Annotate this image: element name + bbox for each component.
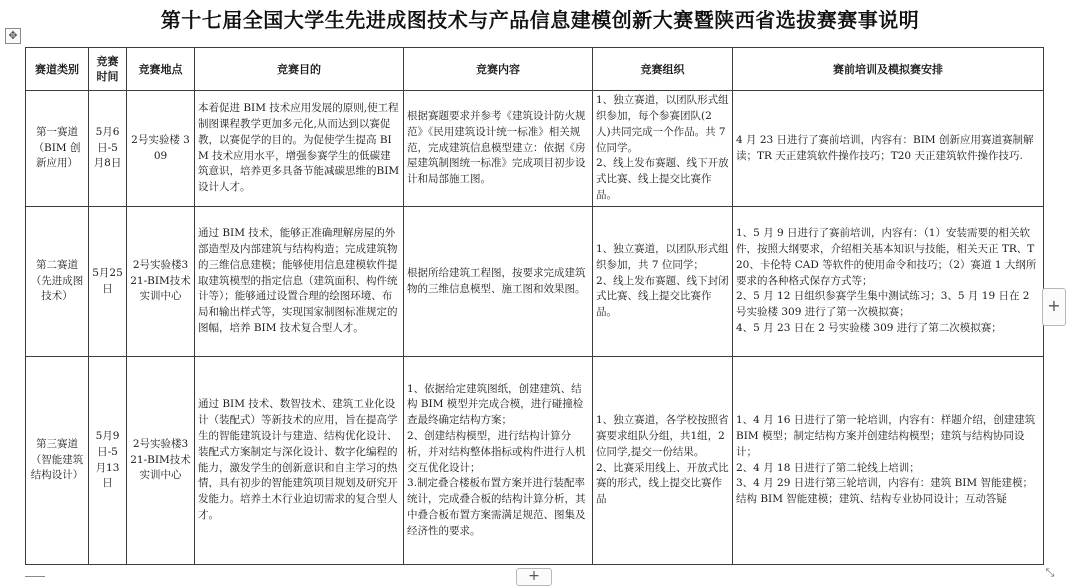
header-time: 竞赛时间 — [89, 48, 127, 91]
table-header-row — [26, 48, 1044, 91]
time-cell[interactable]: 5月6日-5月8日 — [89, 91, 127, 207]
purpose-cell[interactable]: 本着促进 BIM 技术应用发展的原则,使工程制图课程教学更加多元化,从而达到以赛促教，以赛促学的目的。为促使学生提高 BIM 技术应用水平，增强参赛学生的低碳建筑意识，培养更多具备节能减碳思维的BIM 设计人才。 — [195, 91, 404, 207]
header-track: 赛道类别 — [26, 48, 89, 91]
resize-diagonal-icon[interactable]: ⤡ — [1045, 566, 1055, 579]
table-row — [26, 207, 1044, 357]
track-cell[interactable]: 第二赛道（先进成图技术） — [26, 207, 89, 357]
header-venue: 竞赛地点 — [127, 48, 195, 91]
table-row — [26, 91, 1044, 207]
table-row — [26, 357, 1044, 565]
time-cell[interactable]: 5月9日-5月13日 — [89, 357, 127, 565]
content-cell[interactable]: 1、依据给定建筑图纸，创建建筑、结构 BIM 模型并完成合模，进行碰撞检查最终确定结构方案； 2、创建结构模型，进行结构计算分析，并对结构整体指标或构件进行人机交互优化设计； 3.制定叠合楼板布置方案并进行装配率统计，完成叠合板的结构计算分析，其中叠合板布置方案需满足规范、图集及经济性的要求。 — [404, 357, 593, 565]
time-cell[interactable]: 5月25日 — [89, 207, 127, 357]
venue-cell[interactable]: 2号实验楼321-BIM技术实训中心 — [127, 357, 195, 565]
purpose-cell[interactable]: 通过 BIM 技术、数智技术、建筑工业化设计（装配式）等新技术的应用，旨在提高学生的智能建筑设计与建造、结构优化设计、装配式方案制定与深化设计、数字化编程的能力，激发学生的创新意识和自主学习的热情，具有初步的智能建筑项目规划及研究开发能力。培养土木行业迫切需求的复合型人才。 — [195, 357, 404, 565]
training-cell[interactable]: 4 月 23 日进行了赛前培训，内容有：BIM 创新应用赛道赛制解读；TR 天正建筑软件操作技巧；T20 天正建筑软件操作技巧. — [733, 91, 1044, 207]
venue-cell[interactable]: 2号实验楼 309 — [127, 91, 195, 207]
training-cell[interactable]: 1、4 月 16 日进行了第一轮培训，内容有：样题介绍，创建建筑 BIM 模型；制定结构方案并创建结构模型；建筑与结构协同设计； 2、4 月 18 日进行了第二轮线上培训； 3、4 月 29 日进行第三轮培训，内容有：建筑 BIM 智能建模；结构 BIM 智能建模；建筑、结构专业协同设计；互动答疑 — [733, 357, 1044, 565]
plus-icon: + — [528, 568, 540, 584]
plus-icon: + — [1047, 296, 1061, 315]
purpose-cell[interactable]: 通过 BIM 技术，能够正准确理解房屋的外部造型及内部建筑与结构构造；完成建筑物的三维信息建模；能够使用信息建模软件提取建筑模型的指定信息（建筑面积、构件统计等）；能够通过设置合理的绘图环境、布局和输出样式等，实现国家制图标准规定的图幅，培养 BIM 技术复合型人才。 — [195, 207, 404, 357]
header-purpose: 竞赛目的 — [195, 48, 404, 91]
add-row-button[interactable] — [516, 568, 552, 586]
organization-cell[interactable]: 1、独立赛道，以团队形式组织参加，共 7 位同学； 2、线上发布赛题、线下封闭式比赛、线上提交比赛作品。 — [593, 207, 733, 357]
header-training: 赛前培训及模拟赛安排 — [733, 48, 1044, 91]
header-content: 竞赛内容 — [404, 48, 593, 91]
add-column-button[interactable] — [1042, 288, 1066, 326]
track-cell[interactable]: 第三赛道（智能建筑结构设计） — [26, 357, 89, 565]
training-cell[interactable]: 1、5 月 9 日进行了赛前培训，内容有：（1）安装需要的相关软件，按照大纲要求，介绍相关基本知识与技能，相关天正 TR、T20、卡伦特 CAD 等软件的使用命令和技巧；（2）赛道 1 大纲所要求的各种格式保存方式等； 2、5 月 12 日组织参赛学生集中测试练习；3、5 月 19 日在 2 号实验楼 309 进行了第一次模拟赛； 4、5 月 23 日在 2 号实验楼 309 进行了第二次模拟赛； — [733, 207, 1044, 357]
competition-table — [25, 47, 1044, 565]
header-organization: 竞赛组织 — [593, 48, 733, 91]
document-title: 第十七届全国大学生先进成图技术与产品信息建模创新大赛暨陕西省选拔赛赛事说明 — [160, 8, 920, 32]
content-cell[interactable]: 根据所给建筑工程图，按要求完成建筑物的三维信息模型、施工图和效果图。 — [404, 207, 593, 357]
venue-cell[interactable]: 2号实验楼321-BIM技术实训中心 — [127, 207, 195, 357]
track-cell[interactable]: 第一赛道（BIM 创新应用） — [26, 91, 89, 207]
organization-cell[interactable]: 1、独立赛道，各学校按照省赛要求组队分组，共1组，2 位同学,提交一份结果。 2、比赛采用线上、开放式比赛的形式，线上提交比赛作品 — [593, 357, 733, 565]
organization-cell[interactable]: 1、独立赛道，以团队形式组织参加，每个参赛团队(2 人)共同完成一个作品。共 7 位同学。 2、线上发布赛题、线下开放式比赛、线上提交比赛作品。 — [593, 91, 733, 207]
content-cell[interactable]: 根据赛题要求并参考《建筑设计防火规范》《民用建筑设计统一标准》相关规范，完成建筑信息模型建立：依据《房屋建筑制图统一标准》完成项目初步设计和局部施工图。 — [404, 91, 593, 207]
move-arrows-icon[interactable]: ✥ — [5, 28, 21, 44]
